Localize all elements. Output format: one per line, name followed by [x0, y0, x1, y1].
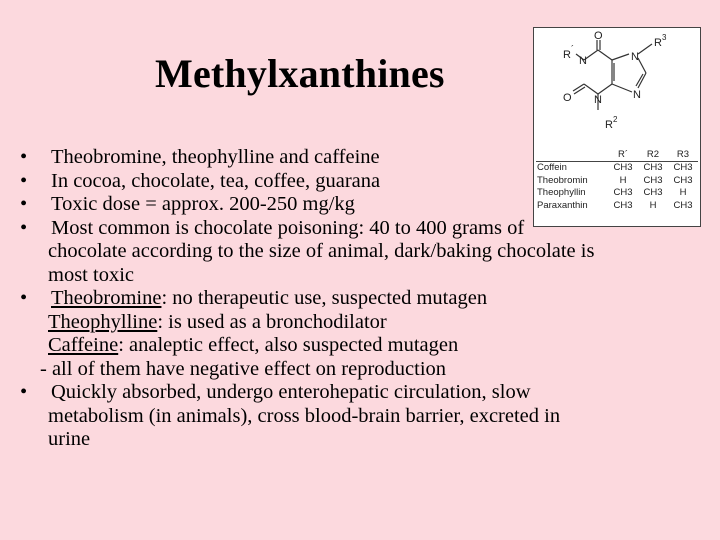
table-row [536, 174, 698, 187]
theophylline-text: : is used as a bronchodilator [157, 310, 387, 333]
dash-text: - all of them have negative effect on reproduction [40, 357, 447, 380]
bullet-continuation [20, 240, 710, 264]
bond [598, 84, 612, 94]
bullet-text: most toxic [48, 263, 134, 286]
substituent-table [536, 148, 698, 212]
bullet-item [20, 381, 710, 405]
table-row [536, 187, 698, 200]
r2-label: R [605, 119, 613, 131]
bullet-text: Toxic dose = approx. 200-250 mg/kg [51, 193, 355, 215]
dash-line [20, 358, 710, 382]
r3-superscript: 3 [662, 33, 667, 42]
methylxanthine-structure-figure [533, 27, 701, 227]
theobromine-term: Theobromine [51, 287, 162, 309]
caffeine-term: Caffeine [48, 334, 119, 356]
compound-name: Paraxanthin [537, 199, 588, 211]
bullet-continuation [20, 264, 710, 288]
table-cell: CH3 [643, 187, 663, 199]
caffeine-text: : analeptic effect, also suspected mutagen [118, 334, 459, 356]
r2-superscript: 2 [613, 115, 618, 124]
table-cell: H [679, 187, 687, 199]
bullet-text: urine [48, 428, 91, 450]
bullet-continuation [20, 405, 710, 429]
bond [612, 54, 629, 60]
bond [574, 87, 585, 94]
bond [638, 44, 652, 54]
bullet-continuation [20, 428, 710, 452]
r3-label: R [654, 37, 662, 49]
bullet-text: In cocoa, chocolate, tea, coffee, guarana [51, 169, 381, 192]
nitrogen-label: N [579, 55, 587, 67]
bullet-text: Theobromine, theophylline and caffeine [51, 146, 380, 168]
table-header: R3 [676, 148, 690, 160]
bond [612, 84, 632, 92]
table-cell: CH3 [638, 161, 668, 174]
table-cell: CH3 [608, 161, 638, 174]
caffeine-line [20, 334, 710, 358]
bond [584, 84, 598, 94]
bond [638, 58, 646, 73]
table-header: R´ [617, 148, 629, 160]
bullet-text: metabolism (in animals), cross blood-brain barrier, excreted in [48, 404, 561, 427]
nitrogen-label: N [633, 89, 641, 101]
table-cell: CH3 [668, 161, 698, 174]
table-cell: CH3 [643, 174, 663, 186]
r-prime-mark: ´ [571, 44, 574, 54]
compound-name: Coffein [536, 161, 608, 174]
table-row [536, 199, 698, 212]
slide-title: Methylxanthines [155, 51, 445, 96]
bond [573, 84, 584, 91]
theophylline-line [20, 311, 710, 335]
table-header-row [536, 148, 698, 161]
bullet-text: Quickly absorbed, undergo enterohepatic circulation, slow [51, 381, 531, 403]
bullet-text: chocolate according to the size of animal, dark/baking chocolate is [48, 240, 595, 262]
bullet-item-theobromine [20, 287, 710, 311]
table-cell: CH3 [613, 187, 633, 199]
bullet-text: Most common is chocolate poisoning: 40 to 400 grams of [51, 216, 525, 239]
theobromine-text: : no therapeutic use, suspected mutagen [161, 287, 488, 309]
table-cell: H [649, 199, 657, 211]
table-cell: CH3 [673, 174, 693, 186]
table-row [536, 161, 698, 174]
table-cell: H [619, 174, 627, 186]
compound-name: Theophyllin [537, 187, 586, 199]
nitrogen-label: N [631, 51, 639, 63]
theophylline-term: Theophylline [48, 310, 158, 333]
compound-name: Theobromin [537, 174, 588, 186]
table-cell: CH3 [673, 199, 693, 211]
oxygen-label: O [563, 92, 572, 104]
table-header: R2 [646, 148, 660, 160]
nitrogen-label: N [594, 94, 602, 106]
bond [598, 50, 612, 60]
oxygen-label: O [594, 30, 603, 42]
xanthine-structure-diagram [534, 28, 700, 146]
table-cell: CH3 [613, 199, 633, 211]
r-prime-label: R [563, 49, 571, 61]
